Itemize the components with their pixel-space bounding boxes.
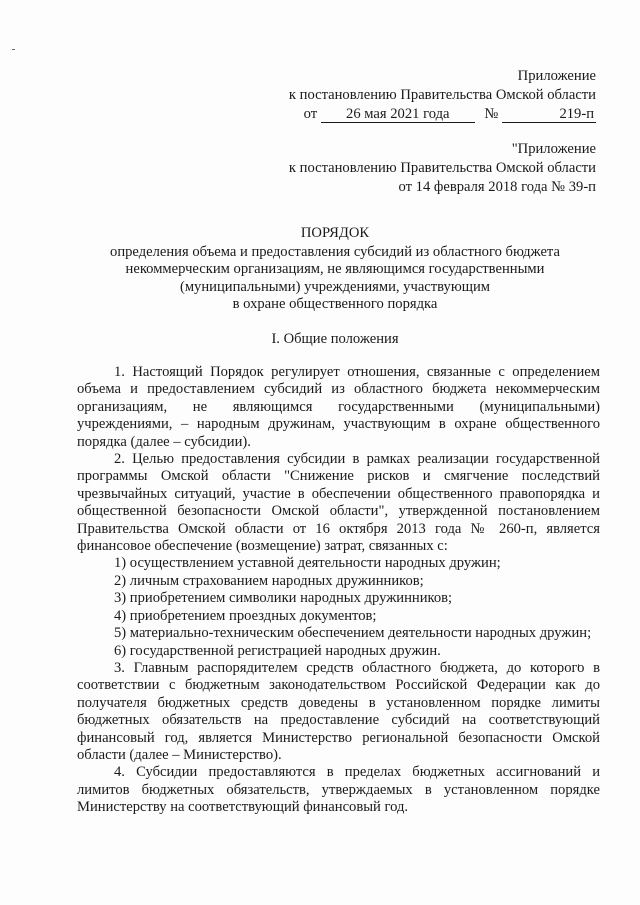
list-item: 2) личным страхованием народных дружинников; — [114, 572, 424, 589]
prev-annex-reference: к постановлению Правительства Омской области — [288, 160, 596, 176]
paragraph: 3. Главным распорядителем средств областного бюджета, до которого в соответствии с бюджетным законодательством Российской Федерации как до получателя бюджетных средств доведены в установленном порядке лимиты бюджетных обязательств на предоставление субсидий на соответствующий финансовый год, является Министерство региональной безопасности Омской области (далее – Министерство). — [77, 659, 600, 763]
number-sign: № — [484, 106, 499, 122]
list-item: 6) государственной регистрацией народных дружин. — [114, 642, 441, 659]
subtitle-line: некоммерческим организациям, не являющимся государственными — [125, 261, 545, 278]
paragraph: 2. Целью предоставления субсидии в рамках реализации государственной программы Омской области "Снижение рисков и смягчение последствий чрезвычайных ситуаций, участие в обеспечении общественного правопорядка и общественной безопасности Омской области", утвержденной постановлением Правительства Омской области от 16 октября 2013 года № 260-п, является финансовое обеспечение (возмещение) затрат, связанных с: — [77, 451, 600, 555]
paragraph: 4. Субсидии предоставляются в пределах бюджетных ассигнований и лимитов бюджетных обязательств, утверждаемых в установленном порядке Министерству на соответствующий финансовый год. — [77, 764, 600, 816]
subtitle-line: определения объема и предоставления субсидий из областного бюджета — [110, 244, 560, 260]
subtitle-line: в охране общественного порядка — [232, 296, 438, 313]
date-value: 26 мая 2021 года — [321, 107, 475, 123]
document-subtitle — [70, 244, 600, 314]
number-value: 219-п — [502, 107, 596, 123]
prev-annex-date: от 14 февраля 2018 года № 39-п — [398, 179, 596, 195]
margin-mark — [12, 49, 15, 50]
document-body — [77, 364, 600, 817]
document-title: ПОРЯДОК — [300, 225, 370, 241]
prev-annex-title: "Приложение — [511, 141, 596, 157]
section-title: I. Общие положения — [271, 331, 399, 347]
list-item: 3) приобретением символики народных дружинников; — [114, 590, 453, 607]
date-prefix: от — [303, 106, 318, 122]
annex-reference: к постановлению Правительства Омской области — [288, 87, 596, 103]
subtitle-line: (муниципальными) учреждениями, участвующим — [179, 278, 491, 295]
annex-date-line — [304, 106, 596, 123]
list-item: 4) приобретением проездных документов; — [114, 607, 377, 624]
list-item: 1) осуществлением уставной деятельности народных дружин; — [114, 555, 501, 572]
list-item: 5) материально-техническим обеспечением деятельности народных дружин; — [114, 625, 592, 642]
annex-title: Приложение — [517, 68, 596, 84]
paragraph: 1. Настоящий Порядок регулирует отношения, связанные с определением объема и предоставлением субсидий из областного бюджета некоммерческим организациям, не являющимся государственными (муниципальными) учреждениями, – народным дружинам, участвующим в охране общественного порядка (далее – субсидии). — [77, 364, 600, 450]
